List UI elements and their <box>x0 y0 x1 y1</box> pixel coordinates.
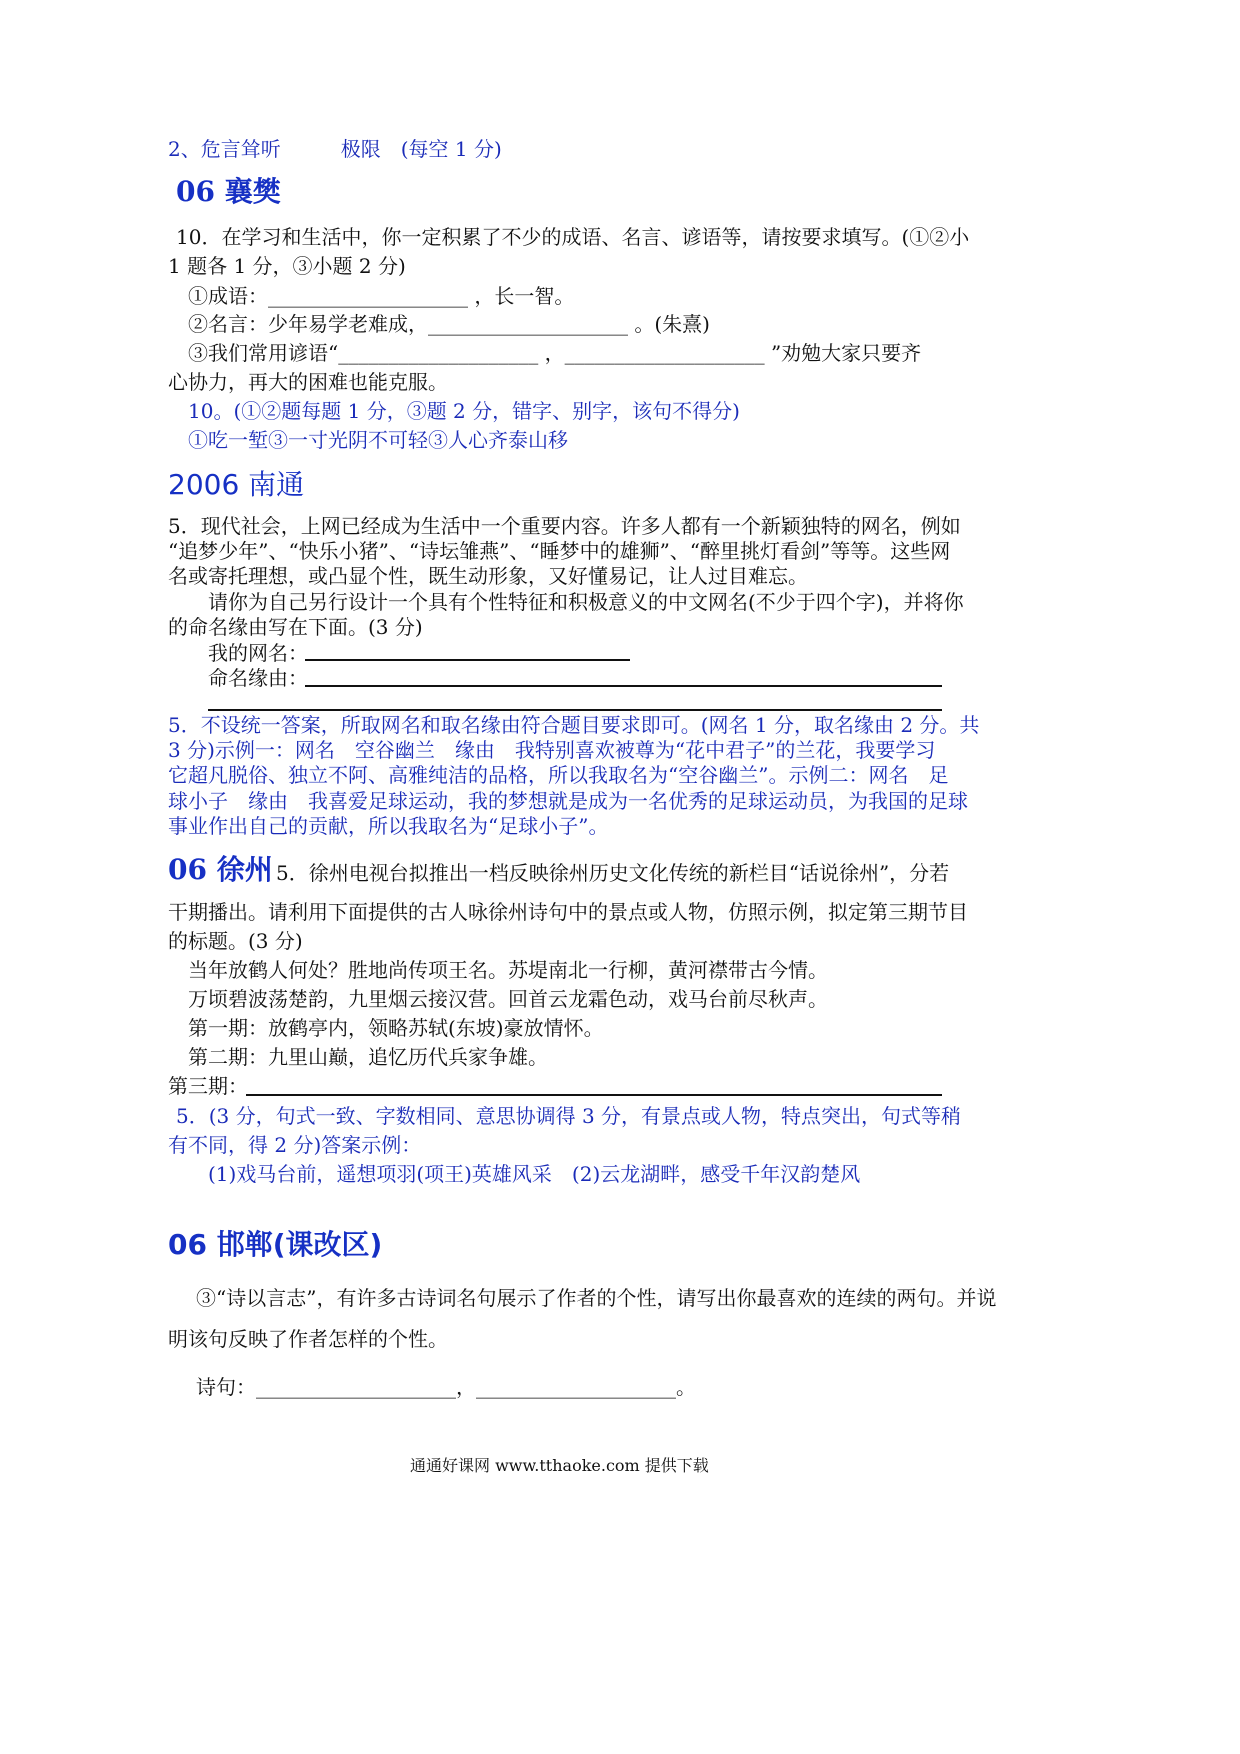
q10-answer-1: 10。(①②题每题 1 分，③题 2 分，错字、别字，该句不得分) <box>188 399 740 423</box>
xuzhou-answer-3: (1)戏马台前，遥想项羽(项王)英雄风采 (2)云龙湖畔，感受千年汉韵楚风 <box>208 1162 861 1186</box>
reason-blank-line-1 <box>305 685 942 687</box>
xuzhou-poem-line-1: 当年放鹤人何处？胜地尚传项王名。苏堤南北一行柳，黄河襟带古今情。 <box>188 958 828 982</box>
xuzhou-example-1: 第一期：放鹤亭内，领略苏轼(东坡)豪放情怀。 <box>188 1016 604 1040</box>
xuzhou-blank-line <box>246 1094 942 1096</box>
label-my-net-name: 我的网名： <box>208 641 308 665</box>
handan-q-line-1: ③“诗以言志”，有许多古诗词名句展示了作者的个性，请写出你最喜欢的连续的两句。并说 <box>196 1286 997 1310</box>
heading-nantong: 2006 南通 <box>168 468 305 501</box>
q10-item-b: ②名言：少年易学老难成，____________________ 。(朱熹) <box>188 312 710 336</box>
q10-item-c-2: 心协力，再大的困难也能克服。 <box>168 370 448 394</box>
net-name-blank-line <box>305 659 630 661</box>
q10-line-1: 10．在学习和生活中，你一定积累了不少的成语、名言、谚语等，请按要求填写。(①②小 <box>176 225 970 249</box>
label-naming-reason: 命名缘由： <box>208 666 308 690</box>
xuzhou-q5-line-3: 的标题。(3 分) <box>168 929 303 953</box>
nantong-answer-3: 它超凡脱俗、独立不阿、高雅纯洁的品格，所以我取名为“空谷幽兰”。示例二：网名 足 <box>168 763 949 787</box>
nantong-answer-5: 事业作出自己的贡献，所以我取名为“足球小子”。 <box>168 814 609 838</box>
heading-handan: 06 邯郸(课改区) <box>168 1228 383 1261</box>
nantong-answer-4: 球小子 缘由 我喜爱足球运动，我的梦想就是成为一名优秀的足球运动员，为我国的足球 <box>168 789 968 813</box>
xuzhou-example-3-label: 第三期： <box>168 1074 248 1098</box>
xuzhou-q5-line-2: 干期播出。请利用下面提供的古人咏徐州诗句中的景点或人物，仿照示例，拟定第三期节目 <box>168 900 968 924</box>
xuzhou-q5-line-1: 5．徐州电视台拟推出一档反映徐州历史文化传统的新栏目“话说徐州”，分若 <box>276 861 950 885</box>
q10-item-c-1: ③我们常用谚语“____________________ ，____________________ ”劝勉大家只要齐 <box>188 341 922 365</box>
nantong-q5-line-2: “追梦少年”、“快乐小猪”、“诗坛雏燕”、“睡梦中的雄狮”、“醉里挑灯看剑”等等。这些网 <box>168 539 951 563</box>
page-footer: 通通好课网 www.tthaoke.com 提供下载 <box>410 1456 709 1475</box>
answer-2-line: 2、危言耸听 极限 (每空 1 分) <box>168 137 502 161</box>
nantong-q5-line-5: 的命名缘由写在下面。(3 分) <box>168 615 423 639</box>
handan-q-line-3: 诗句：____________________，____________________。 <box>196 1375 696 1399</box>
nantong-q5-line-1: 5．现代社会，上网已经成为生活中一个重要内容。许多人都有一个新颖独特的网名，例如 <box>168 514 961 538</box>
xuzhou-example-2: 第二期：九里山巅，追忆历代兵家争雄。 <box>188 1045 548 1069</box>
xuzhou-poem-line-2: 万顷碧波荡楚韵，九里烟云接汉营。回首云龙霜色动，戏马台前尽秋声。 <box>188 987 828 1011</box>
nantong-answer-2: 3 分)示例一：网名 空谷幽兰 缘由 我特别喜欢被尊为“花中君子”的兰花，我要学习 <box>168 738 936 762</box>
nantong-q5-line-4: 请你为自己另行设计一个具有个性特征和积极意义的中文网名(不少于四个字)，并将你 <box>208 590 964 614</box>
q10-item-a: ①成语：____________________ ，长一智。 <box>188 284 575 308</box>
heading-xuzhou: 06 徐州 <box>168 853 273 886</box>
xuzhou-answer-2: 有不同，得 2 分)答案示例： <box>168 1133 422 1157</box>
xuzhou-answer-1: 5．(3 分，句式一致、字数相同、意思协调得 3 分，有景点或人物，特点突出，句式等稍 <box>176 1104 962 1128</box>
q10-answer-2: ①吃一堑③一寸光阴不可轻③人心齐泰山移 <box>188 428 568 452</box>
handan-q-line-2: 明该句反映了作者怎样的个性。 <box>168 1327 448 1351</box>
nantong-q5-line-3: 名或寄托理想，或凸显个性，既生动形象，又好懂易记，让人过目难忘。 <box>168 564 808 588</box>
reason-blank-line-2 <box>208 709 942 711</box>
nantong-answer-1: 5．不设统一答案，所取网名和取名缘由符合题目要求即可。(网名 1 分，取名缘由 2 分。共 <box>168 713 980 737</box>
heading-xiangfan: 06 襄樊 <box>176 175 281 208</box>
q10-line-2: 1 题各 1 分，③小题 2 分) <box>168 254 406 278</box>
